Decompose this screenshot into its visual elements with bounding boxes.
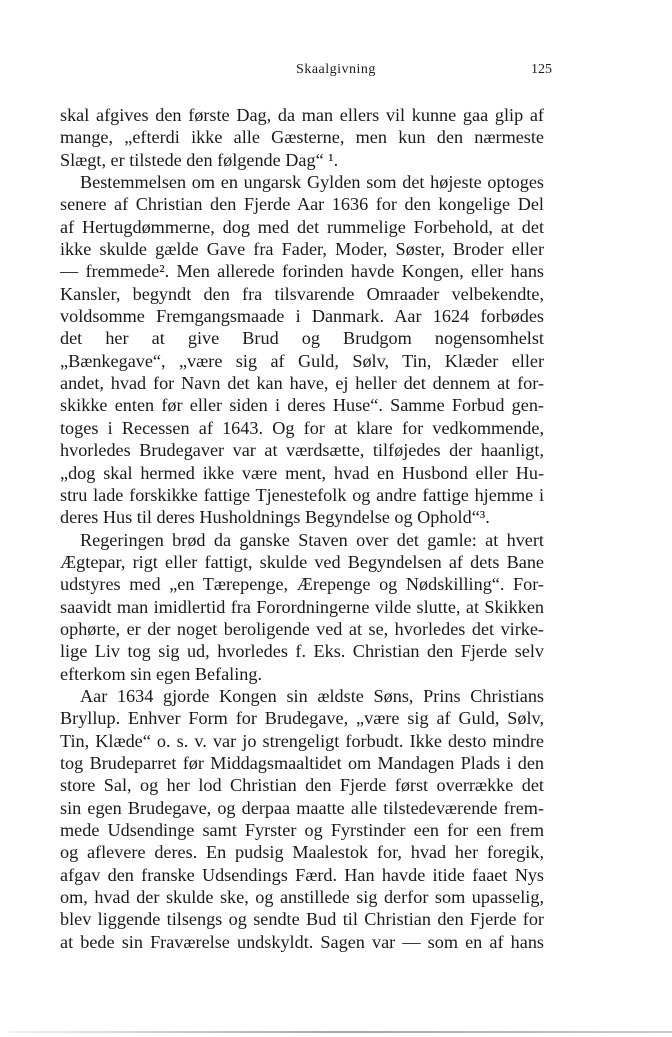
text-line: toges i Recessen af 1643. Og for at klare for vedkommende, <box>60 417 544 438</box>
text-line: „dog skal hermed ikke være ment, hvad en Husbond eller Hu- <box>60 462 544 483</box>
text-line: voldsomme Fremgangsmaade i Danmark. Aar 1624 forbødes <box>60 306 544 327</box>
text-line: det her at give Brud og Brudgom nogensomhelst <box>60 328 544 349</box>
text-line: lige Liv tog sig ud, hvorledes f. Eks. Christian den Fjerde selv <box>60 641 544 662</box>
text-line: „Bænkegave“, „være sig af Guld, Sølv, Tin, Klæder eller <box>60 350 544 371</box>
text-line: skal afgives den første Dag, da man ellers vil kunne gaa glip af <box>60 105 544 125</box>
paragraph <box>60 171 544 529</box>
running-title: Skaalgivning <box>296 62 376 77</box>
text-line: Bryllup. Enhver Form for Brudegave, „være sig af Guld, Sølv, <box>60 708 544 729</box>
text-line: senere af Christian den Fjerde Aar 1636 for den kongelige Del <box>60 194 544 215</box>
text-line: at bede sin Fraværelse undskyldt. Sagen var — som en af hans <box>60 931 544 952</box>
text-line: mange, „efterdi ikke alle Gæsterne, men kun den nærmeste <box>60 127 544 148</box>
text-line: — fremmede². Men allerede forinden havde Kongen, eller hans <box>60 261 544 282</box>
text-line: og aflevere deres. En pudsig Maalestok for, hvad her foregik, <box>60 842 544 863</box>
paragraph <box>60 685 544 953</box>
text-line: om, hvad der skulde ske, og anstillede sig derfor som upasselig, <box>60 887 544 908</box>
text-line: ikke skulde gælde Gave fra Fader, Moder, Søster, Broder eller <box>60 239 544 260</box>
text-line: tog Brudeparret før Middagsmaaltidet om Mandagen Plads i den <box>60 752 544 773</box>
text-line: hvorledes Brudegaver var at værdsætte, tilføjedes der haanligt, <box>60 440 544 461</box>
text-line: Bestemmelsen om en ungarsk Gylden som det højeste optoges <box>80 172 544 193</box>
text-line: udstyres med „en Tærepenge, Ærepenge og Nødskilling“. For- <box>60 574 544 595</box>
text-line: afgav den franske Udsendings Færd. Han havde itide faaet Nys <box>60 864 544 885</box>
text-line: saavidt man imidlertid fra Forordningerne vilde slutte, at Skikken <box>60 596 544 617</box>
text-line: blev liggende tilsengs og sendte Bud til Christian den Fjerde for <box>60 909 544 930</box>
text-line: efterkom sin egen Befaling. <box>60 663 263 684</box>
text-line: stru lade forskikke fattige Tjenestefolk og andre fattige hjemme i <box>60 484 544 505</box>
text-line: Slægt, er tilstede den følgende Dag“ ¹. <box>60 149 339 170</box>
text-line: store Sal, og her lod Christian den Fjerde først overrække det <box>60 775 544 796</box>
text-line: andet, hvad for Navn det kan have, ej heller det dennem at for- <box>60 373 544 394</box>
text-line: Ægtepar, rigt eller fattigt, skulde ved Begyndelsen af dets Bane <box>60 551 544 572</box>
text-line: sin egen Brudegave, og derpaa maatte alle tilstedeværende frem- <box>60 797 544 818</box>
page-number: 125 <box>531 62 552 77</box>
text-line: Aar 1634 gjorde Kongen sin ældste Søns, Prins Christians <box>80 685 544 706</box>
text-line: Tin, Klæde“ o. s. v. var jo strengeligt forbudt. Ikke desto mindre <box>60 730 544 751</box>
text-line: ophørte, er der noget beroligende ved at se, hvorledes det virke- <box>60 618 544 639</box>
text-line: Kansler, begyndt den fra tilsvarende Omraader velbekendte, <box>60 283 544 304</box>
text-line: Regeringen brød da ganske Staven over det gamle: at hvert <box>80 529 544 550</box>
text-line: af Hertugdømmerne, dog med det rummelige Forbehold, at det <box>60 216 544 237</box>
paragraph <box>60 529 544 685</box>
scan-edge-line <box>8 1031 672 1033</box>
text-line: skikke enten før eller siden i deres Huse“. Samme Forbud gen- <box>60 395 544 416</box>
body-text <box>60 104 544 953</box>
text-line: deres Hus til deres Husholdnings Begyndelse og Ophold“³. <box>60 507 490 528</box>
text-line: mede Udsendinge samt Fyrster og Fyrstinder een for een frem <box>60 820 544 840</box>
paragraph <box>60 104 544 171</box>
